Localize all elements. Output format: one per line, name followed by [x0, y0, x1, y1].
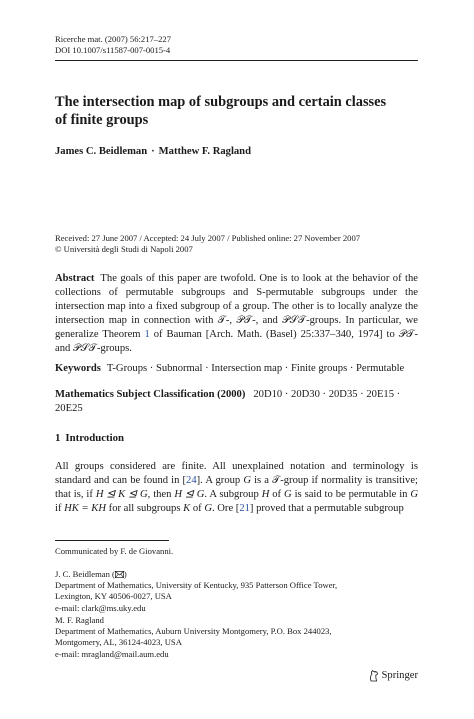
journal-citation: Ricerche mat. (2007) 56:217–227	[55, 34, 171, 44]
affiliation-2	[55, 615, 332, 660]
section-heading	[55, 432, 124, 444]
class-t: 𝒯	[217, 314, 226, 326]
class-pt-2: 𝒫𝒯	[398, 328, 415, 340]
footnote: Communicated by F. de Giovanni.	[55, 546, 174, 556]
math-g: G	[284, 488, 292, 500]
affiliation-1	[55, 569, 337, 614]
author-list	[55, 146, 251, 157]
title-line-2: of finite groups	[55, 111, 149, 128]
section-number: 1	[55, 432, 61, 444]
introduction-paragraph	[55, 460, 418, 516]
theorem-reference-link[interactable]: 1	[144, 328, 150, 340]
abstract-text-2: -groups. In particular, we generalize Theorem	[55, 314, 419, 340]
author-separator: ·	[151, 146, 155, 157]
affiliation-1-dept: Department of Mathematics, University of Kentucky, 935 Patterson Office Tower,	[55, 580, 338, 591]
received-info	[55, 233, 360, 255]
intro-text: if	[55, 502, 65, 514]
affiliation-1-city: Lexington, KY 40506-0027, USA	[55, 591, 172, 602]
math-g: G	[204, 502, 212, 514]
affiliation-2-city: Montgomery, AL, 36124-4023, USA	[55, 637, 182, 648]
author-1: James C. Beidleman	[55, 146, 148, 157]
intro-text: . Ore [	[211, 502, 240, 514]
msc-label: Mathematics Subject Classification (2000)	[55, 389, 246, 400]
intro-text: . A subgroup	[204, 488, 262, 500]
reference-24-link[interactable]: 24	[186, 474, 197, 486]
title-line-1: The intersection map of subgroups and certain classes	[55, 94, 387, 110]
math-expression: HK = KH	[64, 502, 107, 514]
footnote-rule	[55, 540, 169, 541]
intro-text: ] proved that a permutable subgroup	[249, 502, 404, 514]
math-expression: H ⊴ K ⊴ G	[95, 488, 148, 500]
abstract-text-5: -groups.	[96, 342, 132, 354]
intro-text: -group if normality is transitive; that is, if	[55, 474, 418, 500]
affiliation-1-name-close: )	[123, 569, 127, 579]
publication-dates: Received: 27 June 2007 / Accepted: 24 July 2007 / Published online: 27 November 2007	[55, 233, 361, 243]
intro-text: ]. A group	[196, 474, 244, 486]
affiliation-1-name-text: J. C. Beidleman (	[55, 569, 115, 579]
abstract-sep-1: -,	[225, 314, 237, 326]
section-title: Introduction	[65, 432, 125, 444]
keywords	[55, 362, 418, 376]
abstract-text-4: - and	[55, 328, 418, 354]
journal-header	[55, 34, 171, 56]
msc-classification	[55, 388, 418, 416]
publisher-logo	[368, 669, 418, 682]
intro-text: for all subgroups	[106, 502, 184, 514]
intro-text: is said to be permutable in	[291, 488, 411, 500]
envelope-icon[interactable]	[115, 571, 124, 578]
abstract	[55, 272, 418, 355]
abstract-text-3: of Bauman [Arch. Math. (Basel) 25:337–340, 1974] to	[149, 328, 399, 340]
springer-horse-icon	[368, 669, 379, 682]
author-2: Matthew F. Ragland	[158, 146, 251, 157]
math-expression: H ⊴ G	[174, 488, 205, 500]
class-t: 𝒯	[272, 474, 281, 486]
class-pst: 𝒫𝒮𝒯	[282, 314, 307, 326]
reference-21-link[interactable]: 21	[239, 502, 250, 514]
msc-codes: 20D10 · 20D30 · 20D35 · 20E15 · 20E25	[55, 389, 401, 414]
affiliation-1-name	[55, 569, 337, 580]
abstract-label: Abstract	[55, 273, 95, 284]
affiliation-2-email[interactable]: e-mail: mragland@mail.aum.edu	[55, 648, 169, 659]
math-k: K	[183, 502, 191, 514]
intro-text: , then	[147, 488, 175, 500]
abstract-text-1: The goals of this paper are twofold. One is to look at the behavior of the collections of permutable subgroups and S-permutable subgroups under the intersection map into a fixed subgroup of a group. The other is to locally analyze the intersection map in connection with	[55, 273, 418, 326]
class-pt: 𝒫𝒯	[236, 314, 253, 326]
affiliation-2-dept: Department of Mathematics, Auburn University Montgomery, P.O. Box 244023,	[55, 626, 332, 637]
keywords-label: Keywords	[55, 363, 101, 374]
affiliation-1-email[interactable]: e-mail: clark@ms.uky.edu	[55, 602, 146, 613]
keywords-text: T-Groups · Subnormal · Intersection map · Finite groups · Permutable	[106, 363, 405, 374]
class-pst-2: 𝒫𝒮𝒯	[72, 342, 97, 354]
copyright: © Università degli Studi di Napoli 2007	[55, 244, 193, 254]
doi[interactable]: DOI 10.1007/s11587-007-0015-4	[55, 45, 171, 55]
math-g: G	[243, 474, 251, 486]
intro-text: of	[269, 488, 285, 500]
intro-text: is a	[250, 474, 273, 486]
header-rule	[55, 60, 418, 61]
intro-text: of	[190, 502, 205, 514]
affiliation-2-name: M. F. Ragland	[55, 615, 104, 625]
paper-title	[55, 94, 418, 129]
abstract-sep-2: -, and	[252, 314, 283, 326]
math-g: G	[410, 488, 419, 500]
math-h: H	[261, 488, 270, 500]
intro-text: All groups considered are finite. All unexplained notation and terminology is standard and can be found in [	[55, 461, 418, 486]
publisher-name: Springer	[381, 670, 418, 681]
